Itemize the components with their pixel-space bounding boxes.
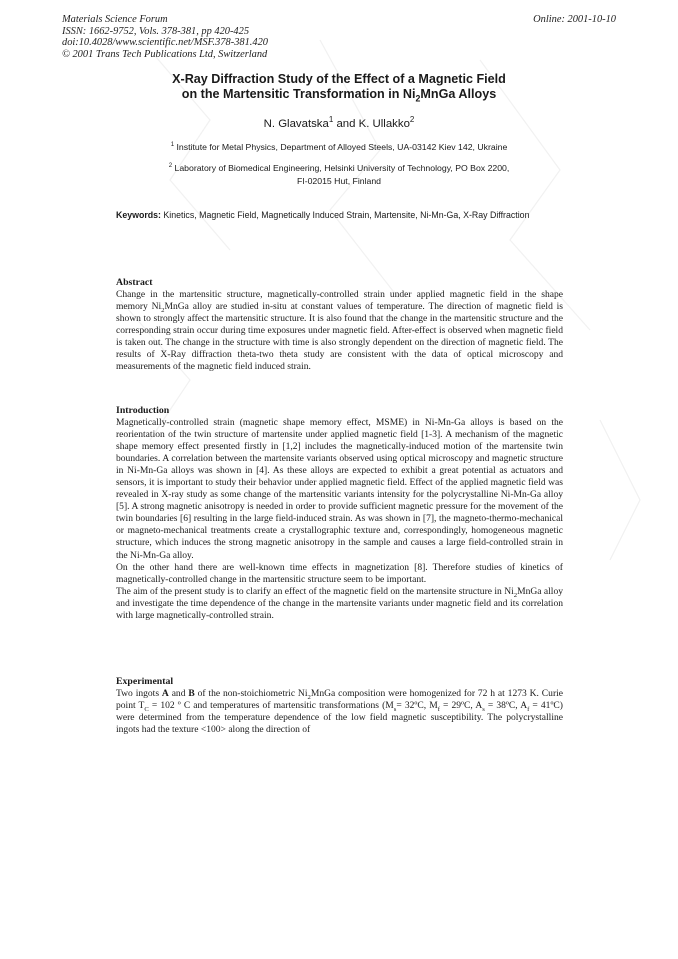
doi-link[interactable]: doi:10.4028/www.scientific.net/MSF.378-381.420 — [62, 37, 268, 49]
abstract-text: Change in the martensitic structure, magnetically-controlled strain under applied magnetic field in the shape memory $Ni_2MnGa$ alloy are studied in-situ at constant values of temperature. The direction of magnetic field is shown to strongly affect the martensitic structure. It is also found that the change in the martensitic structure and the corresponding strain occur during time exposures under magnetic field. After-effect is observed when magnetic field is taken out. The change in the structure with time is also strongly dependent on the direction of magnetic field. The results of X-Ray diffraction theta-two theta study are consistent with the data of optical microscopy and measurements of the magnetic field induced strain. — [116, 289, 564, 373]
affiliation-2: $^2$ Laboratory of Biomedical Engineering, Helsinki University of Technology, PO Box 2200, FI-02015 Hut, Finland — [168, 162, 510, 186]
title-line-1: X-Ray Diffraction Study of the Effect of a Magnetic Field — [172, 72, 506, 86]
experimental-heading: Experimental — [116, 676, 174, 687]
keywords — [116, 209, 564, 221]
introduction-section — [116, 405, 563, 622]
journal-name: Materials Science Forum — [62, 14, 168, 25]
author-2: K. Ullakko — [358, 118, 410, 130]
keywords-label: Keywords: — [116, 210, 161, 220]
affiliation-1: $^1$ Institute for Metal Physics, Department of Alloyed Steels, UA-03142 Kiev 142, Ukraine — [170, 141, 508, 152]
introduction-heading: Introduction — [116, 405, 170, 416]
intro-paragraph-1: Magnetically-controlled strain (magnetic shape memory effect, MSME) in Ni-Mn-Ga alloys is based on the reorientation of the twin structure of martensite under applied magnetic field [1-3]. A mechanism of the magnetic shape memory effect presented firstly in [1,2] includes the magnetically-induced motion of the martensite twin boundaries. A correlation between the martensite variants observed using optical microscopy and magnetic structure in Ni-Mn-Ga alloys was shown in [4]. As these alloys are expected to exhibit a great potential as actuators and sensors, it is important to study their behavior under applied magnetic field. Effect of the applied magnetic field was revealed in X-ray study as some change of the martensitic variants intensity for the polycrystalline Ni-Mn-Ga alloy [5]. A strong magnetic anisotropy is needed in order to provide sufficient magnetic pressure for the movement of the twin boundaries [6] resulting in the large field-induced strain. As was shown in [7], the magneto-thermo-mechanical or magneto-mechanical treatments create a crystallographic texture and, correspondingly, homogeneous magnetic structure, which induces the strong magnetic anisotropy in the sample and causes a large field-controlled strain in the Ni-Mn-Ga alloy. — [116, 417, 563, 561]
copyright-line: © 2001 Trans Tech Publications Ltd, Switzerland — [62, 48, 268, 60]
author-1-affil: 1 — [328, 115, 334, 125]
experimental-paragraph: Two ingots A and B of the non-stoichiometric $Ni_2MnGa$ composition were homogenized for 72 h at 1273 K. Curie point $T_C = 102$ º C and temperatures of martensitic transformations ($M_s=$ 32ºC, $M_f$ = 29ºC, $A_s$ = 38ºC, $A_f$ = 41ºC) were determined from the temperature dependence of the low field magnetic susceptibility. The polycrystalline ingots had the texture <100> along the direction of — [116, 688, 564, 736]
abstract-heading: Abstract — [116, 277, 153, 288]
journal-header — [62, 14, 268, 60]
online-date: Online: 2001-10-10 — [533, 14, 616, 25]
author-1: N. Glavatska — [263, 118, 329, 130]
title-line-2: on the Martensitic Transformation in $Ni_2MnGa$ Alloys — [181, 87, 497, 104]
author-list: N. Glavatska$^1$ and K. Ullakko$^2$ — [263, 115, 415, 130]
abstract-section — [116, 277, 563, 373]
intro-paragraph-2: On the other hand there are well-known time effects in magnetization [8]. Therefore studies of kinetics of magnetically-controlled change in the martensitic structure seem to be important. — [116, 561, 563, 585]
author-2-affil: 2 — [409, 115, 415, 125]
experimental-section — [116, 676, 563, 736]
paper-title — [60, 72, 618, 102]
issn-line: ISSN: 1662-9752, Vols. 378-381, pp 420-425 — [62, 25, 250, 37]
keywords-text: Kinetics, Magnetic Field, Magnetically Induced Strain, Martensite, Ni-Mn-Ga, X-Ray Diffraction — [160, 210, 530, 220]
intro-paragraph-3: The aim of the present study is to clarify an effect of the magnetic field on the martensite structure in $Ni_2MnGa$ alloy and investigate the time dependence of the change in the martensite variants under magnetic field and its correlation with large magnetically-controlled strain. — [116, 585, 563, 621]
